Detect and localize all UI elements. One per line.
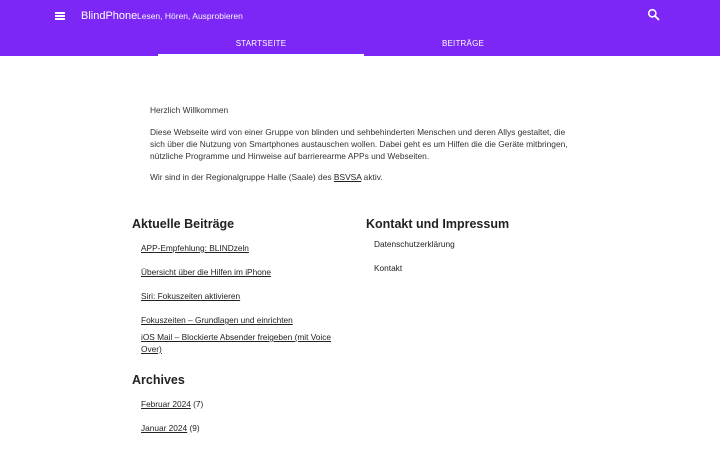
welcome-heading: Herzlich Willkommen xyxy=(150,105,229,115)
recent-post-link[interactable]: Siri: Fokuszeiten aktivieren xyxy=(141,291,241,301)
app-bar xyxy=(0,0,720,56)
recent-post-link[interactable]: Übersicht über die Hilfen im iPhone xyxy=(141,267,272,277)
archive-count: (7) xyxy=(193,399,204,409)
tab-startseite[interactable] xyxy=(158,37,364,56)
bsvsa-link[interactable]: BSVSA xyxy=(333,172,362,182)
recent-posts-heading: Aktuelle Beiträge xyxy=(132,217,235,231)
menu-icon[interactable] xyxy=(52,7,70,25)
privacy-link[interactable]: Datenschutzerklärung xyxy=(374,239,455,249)
archive-month-link[interactable]: Januar 2024 xyxy=(141,423,188,433)
contact-heading: Kontakt und Impressum xyxy=(366,217,510,231)
search-icon[interactable] xyxy=(646,7,662,23)
recent-post-link[interactable]: iOS Mail – Blockierte Absender freigeben (mit Voice Over) xyxy=(141,332,331,354)
tab-label: STARTSEITE xyxy=(235,39,287,48)
archive-month-link[interactable]: Februar 2024 xyxy=(141,399,191,409)
archive-item xyxy=(141,398,203,410)
recent-post-link[interactable]: APP-Empfehlung: BLINDzeln xyxy=(141,243,249,253)
active-tab-indicator xyxy=(158,54,364,56)
intro-text-end: aktiv. xyxy=(361,172,383,182)
archive-item xyxy=(141,422,200,434)
tab-label: BEITRÄGE xyxy=(441,39,485,48)
archive-count: (9) xyxy=(189,423,200,433)
site-title[interactable]: BlindPhone xyxy=(81,10,138,22)
archives-heading: Archives xyxy=(132,373,185,387)
site-tagline: Lesen, Hören, Ausprobieren xyxy=(137,11,243,21)
tab-beitraege[interactable] xyxy=(360,37,566,56)
intro-text: Wir sind in der Regionalgruppe Halle (Saale) des xyxy=(150,172,334,182)
intro-paragraph-group xyxy=(150,171,580,183)
intro-paragraph: Diese Webseite wird von einer Gruppe von blinden und sehbehinderten Menschen und deren Allys gestaltet, die sich über die Nutzung von Smartphones austauschen wollen. Dabei geht es um Hilfen die die Geräte mitbringen, nützliche Programme und Hinweise auf barrierearme APPs und Webseiten. xyxy=(150,127,568,161)
recent-post-link[interactable]: Fokuszeiten – Grundlagen und einrichten xyxy=(141,315,293,325)
contact-link[interactable]: Kontakt xyxy=(374,263,403,273)
